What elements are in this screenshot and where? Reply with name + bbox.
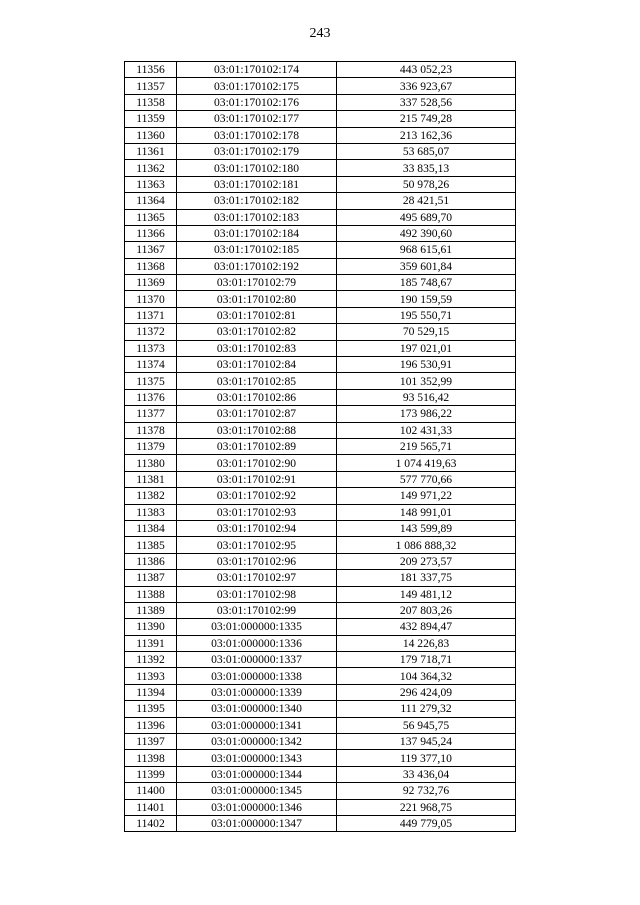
cadastral-number-cell: 03:01:170102:185 xyxy=(177,242,337,258)
cadastral-number-cell: 03:01:170102:79 xyxy=(177,275,337,291)
value-cell: 190 159,59 xyxy=(337,291,516,307)
row-number-cell: 11364 xyxy=(125,193,177,209)
value-cell: 359 601,84 xyxy=(337,258,516,274)
cadastral-number-cell: 03:01:170102:99 xyxy=(177,602,337,618)
value-cell: 173 986,22 xyxy=(337,406,516,422)
value-cell: 215 749,28 xyxy=(337,111,516,127)
row-number-cell: 11359 xyxy=(125,111,177,127)
table-row xyxy=(125,520,516,536)
table-row xyxy=(125,652,516,668)
value-cell: 53 685,07 xyxy=(337,143,516,159)
cadastral-number-cell: 03:01:170102:96 xyxy=(177,553,337,569)
table-row xyxy=(125,750,516,766)
value-cell: 101 352,99 xyxy=(337,373,516,389)
row-number-cell: 11380 xyxy=(125,455,177,471)
row-number-cell: 11372 xyxy=(125,324,177,340)
value-cell: 1 086 888,32 xyxy=(337,537,516,553)
value-cell: 119 377,10 xyxy=(337,750,516,766)
cadastral-number-cell: 03:01:170102:86 xyxy=(177,389,337,405)
table-row xyxy=(125,570,516,586)
cadastral-number-cell: 03:01:000000:1337 xyxy=(177,652,337,668)
value-cell: 213 162,36 xyxy=(337,127,516,143)
value-cell: 70 529,15 xyxy=(337,324,516,340)
row-number-cell: 11398 xyxy=(125,750,177,766)
row-number-cell: 11365 xyxy=(125,209,177,225)
table-row xyxy=(125,586,516,602)
value-cell: 195 550,71 xyxy=(337,307,516,323)
cadastral-number-cell: 03:01:170102:183 xyxy=(177,209,337,225)
table-row xyxy=(125,815,516,831)
value-cell: 111 279,32 xyxy=(337,701,516,717)
table-row xyxy=(125,242,516,258)
cadastral-number-cell: 03:01:170102:88 xyxy=(177,422,337,438)
table-row xyxy=(125,488,516,504)
cadastral-number-cell: 03:01:170102:174 xyxy=(177,62,337,78)
table-row xyxy=(125,602,516,618)
row-number-cell: 11388 xyxy=(125,586,177,602)
value-cell: 181 337,75 xyxy=(337,570,516,586)
cadastral-number-cell: 03:01:170102:175 xyxy=(177,78,337,94)
cadastral-number-cell: 03:01:000000:1342 xyxy=(177,734,337,750)
data-table xyxy=(124,61,516,832)
value-cell: 149 971,22 xyxy=(337,488,516,504)
row-number-cell: 11386 xyxy=(125,553,177,569)
value-cell: 14 226,83 xyxy=(337,635,516,651)
row-number-cell: 11356 xyxy=(125,62,177,78)
cadastral-number-cell: 03:01:000000:1341 xyxy=(177,717,337,733)
row-number-cell: 11377 xyxy=(125,406,177,422)
table-row xyxy=(125,783,516,799)
value-cell: 492 390,60 xyxy=(337,225,516,241)
row-number-cell: 11358 xyxy=(125,94,177,110)
table-row xyxy=(125,373,516,389)
value-cell: 137 945,24 xyxy=(337,734,516,750)
table-row xyxy=(125,160,516,176)
value-cell: 28 421,51 xyxy=(337,193,516,209)
row-number-cell: 11384 xyxy=(125,520,177,536)
row-number-cell: 11391 xyxy=(125,635,177,651)
cadastral-number-cell: 03:01:170102:181 xyxy=(177,176,337,192)
value-cell: 143 599,89 xyxy=(337,520,516,536)
cadastral-number-cell: 03:01:000000:1335 xyxy=(177,619,337,635)
value-cell: 577 770,66 xyxy=(337,471,516,487)
table-row xyxy=(125,504,516,520)
cadastral-number-cell: 03:01:170102:97 xyxy=(177,570,337,586)
value-cell: 209 273,57 xyxy=(337,553,516,569)
cadastral-number-cell: 03:01:170102:87 xyxy=(177,406,337,422)
cadastral-number-cell: 03:01:170102:94 xyxy=(177,520,337,536)
row-number-cell: 11393 xyxy=(125,668,177,684)
row-number-cell: 11397 xyxy=(125,734,177,750)
cadastral-number-cell: 03:01:170102:92 xyxy=(177,488,337,504)
row-number-cell: 11392 xyxy=(125,652,177,668)
table-row xyxy=(125,389,516,405)
table-row xyxy=(125,78,516,94)
row-number-cell: 11394 xyxy=(125,684,177,700)
table-row xyxy=(125,324,516,340)
row-number-cell: 11376 xyxy=(125,389,177,405)
row-number-cell: 11361 xyxy=(125,143,177,159)
table-row xyxy=(125,94,516,110)
row-number-cell: 11370 xyxy=(125,291,177,307)
row-number-cell: 11371 xyxy=(125,307,177,323)
value-cell: 104 364,32 xyxy=(337,668,516,684)
table-row xyxy=(125,635,516,651)
cadastral-number-cell: 03:01:170102:176 xyxy=(177,94,337,110)
value-cell: 219 565,71 xyxy=(337,438,516,454)
row-number-cell: 11381 xyxy=(125,471,177,487)
value-cell: 56 945,75 xyxy=(337,717,516,733)
row-number-cell: 11360 xyxy=(125,127,177,143)
value-cell: 968 615,61 xyxy=(337,242,516,258)
value-cell: 432 894,47 xyxy=(337,619,516,635)
row-number-cell: 11399 xyxy=(125,766,177,782)
table-row xyxy=(125,438,516,454)
table-row xyxy=(125,193,516,209)
table-row xyxy=(125,357,516,373)
row-number-cell: 11363 xyxy=(125,176,177,192)
cadastral-number-cell: 03:01:170102:81 xyxy=(177,307,337,323)
value-cell: 102 431,33 xyxy=(337,422,516,438)
cadastral-number-cell: 03:01:170102:177 xyxy=(177,111,337,127)
table-row xyxy=(125,684,516,700)
row-number-cell: 11382 xyxy=(125,488,177,504)
value-cell: 336 923,67 xyxy=(337,78,516,94)
value-cell: 33 835,13 xyxy=(337,160,516,176)
value-cell: 149 481,12 xyxy=(337,586,516,602)
cadastral-number-cell: 03:01:000000:1339 xyxy=(177,684,337,700)
cadastral-number-cell: 03:01:170102:80 xyxy=(177,291,337,307)
value-cell: 33 436,04 xyxy=(337,766,516,782)
table-body xyxy=(125,62,516,832)
table-row xyxy=(125,225,516,241)
row-number-cell: 11395 xyxy=(125,701,177,717)
cadastral-number-cell: 03:01:170102:95 xyxy=(177,537,337,553)
row-number-cell: 11401 xyxy=(125,799,177,815)
table-row xyxy=(125,340,516,356)
value-cell: 449 779,05 xyxy=(337,815,516,831)
value-cell: 495 689,70 xyxy=(337,209,516,225)
table-row xyxy=(125,275,516,291)
row-number-cell: 11373 xyxy=(125,340,177,356)
table-row xyxy=(125,406,516,422)
value-cell: 197 021,01 xyxy=(337,340,516,356)
table-row xyxy=(125,291,516,307)
table-row xyxy=(125,799,516,815)
row-number-cell: 11389 xyxy=(125,602,177,618)
table-row xyxy=(125,668,516,684)
row-number-cell: 11367 xyxy=(125,242,177,258)
cadastral-number-cell: 03:01:170102:98 xyxy=(177,586,337,602)
row-number-cell: 11385 xyxy=(125,537,177,553)
cadastral-number-cell: 03:01:000000:1338 xyxy=(177,668,337,684)
row-number-cell: 11396 xyxy=(125,717,177,733)
cadastral-number-cell: 03:01:170102:184 xyxy=(177,225,337,241)
cadastral-number-cell: 03:01:170102:93 xyxy=(177,504,337,520)
table-row xyxy=(125,766,516,782)
row-number-cell: 11362 xyxy=(125,160,177,176)
value-cell: 196 530,91 xyxy=(337,357,516,373)
row-number-cell: 11368 xyxy=(125,258,177,274)
value-cell: 1 074 419,63 xyxy=(337,455,516,471)
value-cell: 207 803,26 xyxy=(337,602,516,618)
cadastral-number-cell: 03:01:000000:1336 xyxy=(177,635,337,651)
page-number: 243 xyxy=(309,26,331,41)
cadastral-number-cell: 03:01:170102:89 xyxy=(177,438,337,454)
table-row xyxy=(125,176,516,192)
value-cell: 92 732,76 xyxy=(337,783,516,799)
row-number-cell: 11374 xyxy=(125,357,177,373)
table-row xyxy=(125,209,516,225)
row-number-cell: 11400 xyxy=(125,783,177,799)
value-cell: 148 991,01 xyxy=(337,504,516,520)
table-row xyxy=(125,701,516,717)
value-cell: 93 516,42 xyxy=(337,389,516,405)
table-row xyxy=(125,537,516,553)
cadastral-number-cell: 03:01:000000:1344 xyxy=(177,766,337,782)
value-cell: 337 528,56 xyxy=(337,94,516,110)
value-cell: 443 052,23 xyxy=(337,62,516,78)
table-row xyxy=(125,111,516,127)
cadastral-number-cell: 03:01:000000:1345 xyxy=(177,783,337,799)
row-number-cell: 11357 xyxy=(125,78,177,94)
row-number-cell: 11383 xyxy=(125,504,177,520)
cadastral-number-cell: 03:01:170102:179 xyxy=(177,143,337,159)
row-number-cell: 11375 xyxy=(125,373,177,389)
cadastral-number-cell: 03:01:170102:178 xyxy=(177,127,337,143)
row-number-cell: 11366 xyxy=(125,225,177,241)
table-row xyxy=(125,471,516,487)
cadastral-number-cell: 03:01:170102:83 xyxy=(177,340,337,356)
table-row xyxy=(125,62,516,78)
cadastral-number-cell: 03:01:000000:1347 xyxy=(177,815,337,831)
table-row xyxy=(125,734,516,750)
table-row xyxy=(125,143,516,159)
cadastral-number-cell: 03:01:170102:192 xyxy=(177,258,337,274)
row-number-cell: 11402 xyxy=(125,815,177,831)
cadastral-number-cell: 03:01:170102:90 xyxy=(177,455,337,471)
row-number-cell: 11387 xyxy=(125,570,177,586)
table-row xyxy=(125,258,516,274)
cadastral-number-cell: 03:01:000000:1340 xyxy=(177,701,337,717)
table-row xyxy=(125,307,516,323)
value-cell: 50 978,26 xyxy=(337,176,516,192)
table-row xyxy=(125,619,516,635)
cadastral-number-cell: 03:01:000000:1343 xyxy=(177,750,337,766)
table-row xyxy=(125,422,516,438)
row-number-cell: 11378 xyxy=(125,422,177,438)
cadastral-number-cell: 03:01:170102:182 xyxy=(177,193,337,209)
value-cell: 185 748,67 xyxy=(337,275,516,291)
cadastral-number-cell: 03:01:170102:85 xyxy=(177,373,337,389)
table-row xyxy=(125,455,516,471)
cadastral-number-cell: 03:01:170102:82 xyxy=(177,324,337,340)
table-row xyxy=(125,717,516,733)
row-number-cell: 11369 xyxy=(125,275,177,291)
row-number-cell: 11379 xyxy=(125,438,177,454)
table-row xyxy=(125,553,516,569)
value-cell: 179 718,71 xyxy=(337,652,516,668)
cadastral-number-cell: 03:01:170102:91 xyxy=(177,471,337,487)
cadastral-number-cell: 03:01:170102:84 xyxy=(177,357,337,373)
row-number-cell: 11390 xyxy=(125,619,177,635)
value-cell: 296 424,09 xyxy=(337,684,516,700)
cadastral-number-cell: 03:01:170102:180 xyxy=(177,160,337,176)
table-row xyxy=(125,127,516,143)
cadastral-number-cell: 03:01:000000:1346 xyxy=(177,799,337,815)
value-cell: 221 968,75 xyxy=(337,799,516,815)
